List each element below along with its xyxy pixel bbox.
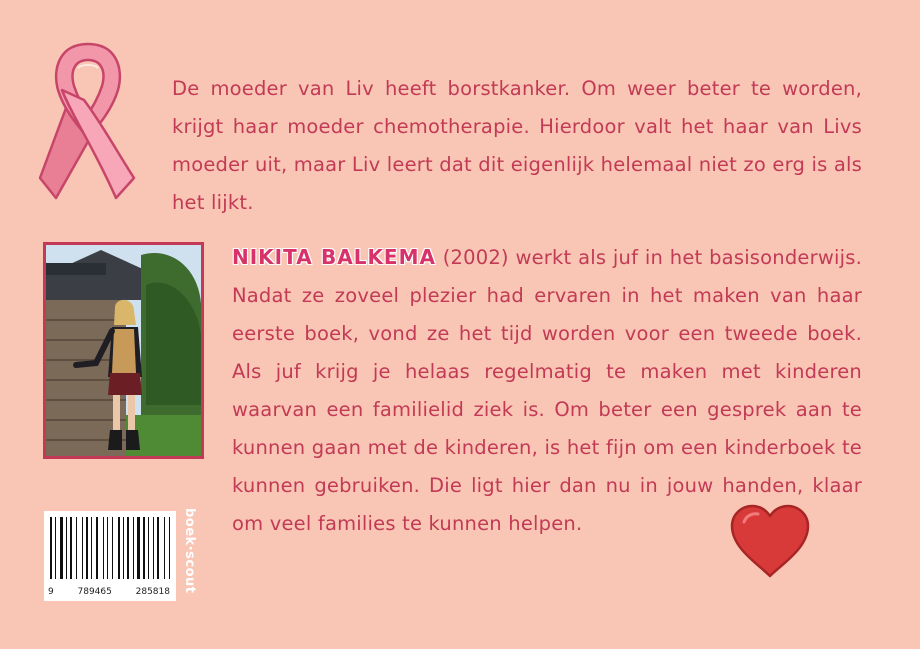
- barcode-bar: [164, 517, 165, 579]
- isbn-left-group: 789465: [77, 587, 112, 597]
- barcode-bar: [137, 517, 140, 579]
- barcode-bar: [107, 517, 108, 579]
- barcode-bar: [96, 517, 98, 579]
- heart-icon: [728, 502, 812, 580]
- barcode-bar: [123, 517, 124, 579]
- barcode-bar: [118, 517, 120, 579]
- author-bio-text: (2002) werkt als juf in het basisonderwijs. Nadat ze zoveel plezier had ervaren in het maken van haar eerste boek, vond ze het tijd worden voor een tweede boek. Als juf krijg je helaas regelmatig te maken met kinderen waarvan een familielid ziek is. Om beter een gesprek aan te kunnen gaan met de kinderen, is het fijn om een kinderboek te kunnen gebruiken. Die ligt hier dan nu in jouw handen, klaar om veel families te kunnen helpen.: [232, 246, 862, 535]
- barcode-bar: [70, 517, 72, 579]
- barcode-bar: [86, 517, 88, 579]
- barcode-bar: [82, 517, 83, 579]
- barcode-bar: [76, 517, 77, 579]
- barcode-bar: [148, 517, 149, 579]
- barcode-bar: [112, 517, 113, 579]
- barcode-bar: [153, 517, 154, 579]
- publisher-logo: boek·scout: [182, 508, 197, 594]
- barcode-bar: [50, 517, 52, 579]
- pink-ribbon-icon: [38, 38, 138, 204]
- author-name: NIKITA BALKEMA: [232, 245, 436, 269]
- author-photo: [43, 242, 204, 459]
- isbn-first-digit: 9: [48, 587, 54, 597]
- isbn-barcode: [44, 511, 176, 601]
- barcode-bar: [133, 517, 134, 579]
- author-bio: [232, 238, 862, 543]
- barcode-bar: [169, 517, 170, 579]
- barcode-bar: [66, 517, 67, 579]
- barcode-bar: [127, 517, 129, 579]
- barcode-bar: [157, 517, 159, 579]
- isbn-number: [44, 587, 176, 597]
- barcode-bar: [55, 517, 56, 579]
- barcode-bar: [143, 517, 145, 579]
- barcode-bar: [60, 517, 63, 579]
- isbn-right-group: 285818: [135, 587, 170, 597]
- barcode-bar: [91, 517, 92, 579]
- barcode-bar: [103, 517, 104, 579]
- synopsis-text: De moeder van Liv heeft borstkanker. Om weer beter te worden, krijgt haar moeder chemotherapie. Hierdoor valt het haar van Livs moeder uit, maar Liv leert dat dit eigenlijk helemaal niet zo erg is als het lijkt.: [172, 77, 862, 214]
